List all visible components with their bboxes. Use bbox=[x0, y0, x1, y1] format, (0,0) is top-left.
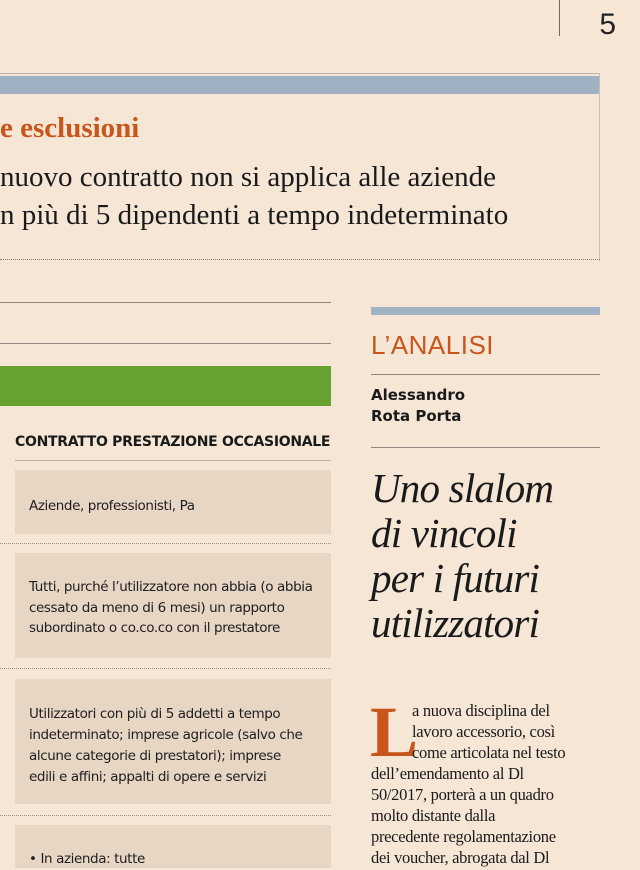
column-header: CONTRATTO PRESTAZIONE OCCASIONALE bbox=[15, 434, 331, 450]
body-line: a nuova disciplina del bbox=[412, 701, 550, 720]
body-line: 50/2017, porterà a un quadro bbox=[371, 785, 554, 804]
body-line: dell’emendamento al Dl bbox=[371, 764, 524, 783]
body-line: precedente regolamentazione bbox=[371, 827, 556, 846]
cell-line: Aziende, professionisti, Pa bbox=[29, 498, 195, 514]
box-bottom-dotted-rule bbox=[0, 259, 600, 260]
drop-cap: L bbox=[370, 692, 419, 772]
cell-line: indeterminato; imprese agricole (salvo che bbox=[29, 727, 303, 743]
column-header-rule bbox=[15, 460, 331, 461]
headline-line: Uno slalom bbox=[371, 465, 554, 511]
cell-line: edili e affini; appalti di opere e servizi bbox=[29, 769, 267, 785]
analysis-rule bbox=[371, 374, 600, 375]
table-cell bbox=[15, 470, 331, 534]
table-top-rule bbox=[0, 302, 331, 303]
headline-line: per i futuri bbox=[371, 555, 540, 601]
cell-line: cessato da meno di 6 mesi) un rapporto bbox=[29, 599, 285, 616]
box-kicker: e esclusioni bbox=[0, 112, 140, 144]
table-cell bbox=[15, 679, 331, 804]
table-cell bbox=[15, 553, 331, 658]
cell-line: • In azienda: tutte bbox=[29, 851, 145, 867]
cell-line: subordinato o co.co.co con il prestatore bbox=[29, 620, 280, 636]
box-top-line bbox=[0, 73, 600, 74]
table-cell bbox=[15, 825, 331, 868]
author-last-name: Rota Porta bbox=[371, 407, 462, 425]
headline bbox=[371, 466, 553, 646]
body-line: lavoro accessorio, così bbox=[412, 722, 555, 741]
headline-line: utilizzatori bbox=[371, 600, 540, 646]
table-second-rule bbox=[0, 343, 331, 344]
body-line: come articolata nel testo bbox=[412, 743, 566, 762]
row-divider bbox=[0, 668, 331, 669]
analysis-header-bar bbox=[371, 307, 600, 315]
box-deck bbox=[0, 158, 600, 234]
table-green-header bbox=[0, 366, 331, 406]
section-label: L’ANALISI bbox=[371, 330, 495, 360]
page-number: 5 bbox=[599, 8, 616, 41]
body-line: dei voucher, abrogata dal Dl bbox=[371, 848, 550, 867]
header-rule bbox=[559, 0, 560, 36]
row-divider bbox=[0, 543, 331, 544]
cell-line: Tutti, purché l’utilizzatore non abbia (o abbia bbox=[29, 579, 313, 595]
cell-line: alcune categorie di prestatori); imprese bbox=[29, 748, 281, 764]
headline-line: di vincoli bbox=[371, 510, 517, 556]
row-divider bbox=[0, 815, 331, 816]
box-deck-line: n più di 5 dipendenti a tempo indeterminato bbox=[0, 199, 509, 231]
body-line: molto distante dalla bbox=[371, 806, 496, 825]
box-deck-line: nuovo contratto non si applica alle aziende bbox=[0, 161, 497, 193]
author-first-name: Alessandro bbox=[371, 386, 466, 404]
author-byline bbox=[371, 385, 465, 427]
author-rule bbox=[371, 447, 600, 448]
cell-line: Utilizzatori con più di 5 addetti a tempo bbox=[29, 706, 281, 722]
box-header-bar bbox=[0, 76, 600, 94]
